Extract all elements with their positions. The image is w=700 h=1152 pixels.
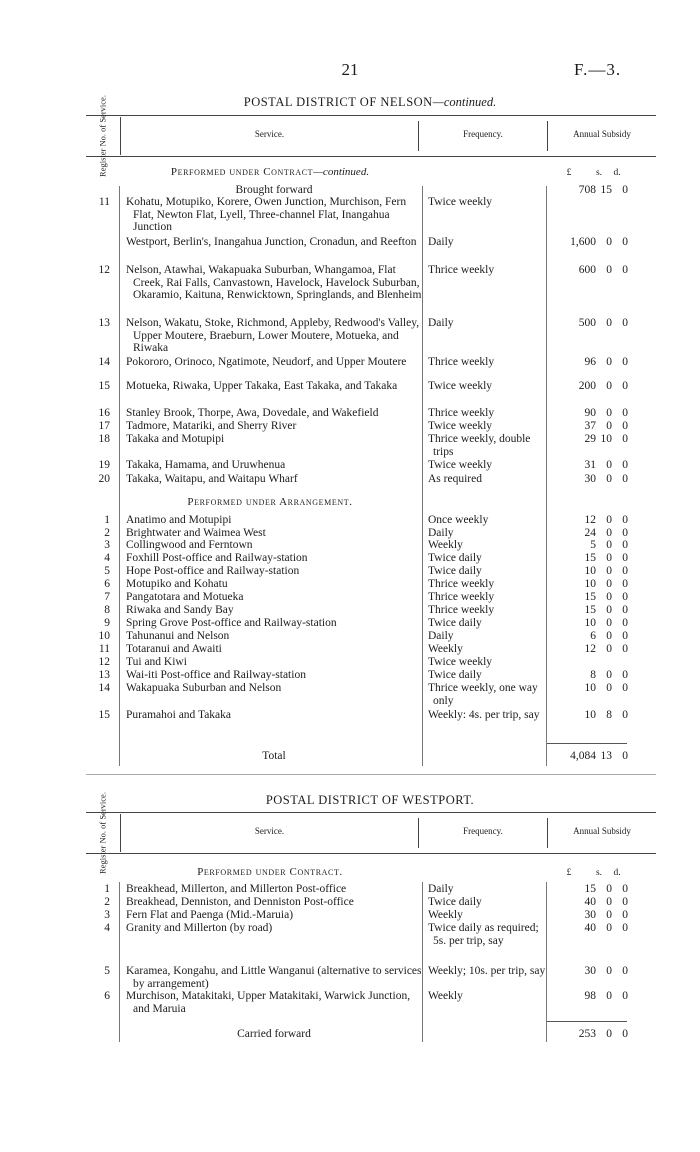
contract-register-number: 20 bbox=[98, 473, 110, 485]
westport-contract-heading: Performed under Contract. bbox=[197, 866, 343, 878]
contract-register-number: 15 bbox=[98, 380, 110, 392]
westport-service: Fern Flat and Paenga (Mid.-Maruia) bbox=[126, 909, 294, 921]
arrangement-frequency: Thrice weekly bbox=[428, 591, 495, 603]
contract-service: Kohatu, Motupiko, Korere, Owen Junction, Murchison, Fern Flat, Newton Flat, Lyell, Three-channel Flat, Inangahua Junction bbox=[126, 196, 407, 233]
nelson-district-title bbox=[100, 95, 640, 110]
arrangement-frequency: Weekly bbox=[428, 643, 463, 655]
westport-frequency: Weekly; 10s. per trip, say bbox=[428, 965, 546, 977]
subsidy-column-header: Annual Subsidy bbox=[573, 826, 631, 836]
nelson-title-main: POSTAL DISTRICT OF NELSON bbox=[243, 95, 433, 109]
contract-service: Brought forward bbox=[235, 184, 313, 196]
subsidy-column-header: Annual Subsidy bbox=[573, 129, 631, 139]
arrangement-frequency: Twice daily bbox=[428, 565, 482, 577]
arrangement-service: Pangatotara and Motueka bbox=[126, 591, 244, 603]
frequency-column-header: Frequency. bbox=[463, 129, 503, 139]
arrangement-service: Anatimo and Motupipi bbox=[126, 514, 232, 526]
contract-service: Nelson, Atawhai, Wakapuaka Suburban, Whangamoa, Flat Creek, Rai Falls, Canvastown, Havelock, Havelock Suburban, Okaramio, Kaituna, Renwicktown, Springlands, and Blenheim bbox=[126, 264, 422, 301]
westport-frequency: Weekly bbox=[428, 990, 463, 1002]
westport-district-title: POSTAL DISTRICT OF WESTPORT. bbox=[265, 793, 475, 807]
arrangement-service: Tui and Kiwi bbox=[126, 656, 187, 668]
contract-service: Takaka and Motupipi bbox=[126, 433, 225, 445]
document-reference: F.—3. bbox=[574, 60, 622, 79]
arrangement-frequency: Twice daily bbox=[428, 617, 482, 629]
arrangement-register-number: 12 bbox=[98, 656, 110, 668]
westport-service: Breakhead, Denniston, and Denniston Post-office bbox=[126, 896, 354, 908]
document-page: 21 F.—3. POSTAL DISTRICT OF NELSON—continued. Register No. of Service. Service. Frequency. Annual Subsidy Performed under Contract—continued. £ s. d. Brought forward 708 15 0 11 Kohatu, Motupiko, Korere, Owen Junction, Murchison, Fern Flat, Newton Flat, Lyell, Three-channel Flat, Inangahua Junction Twice weekly Westport, Berlin's, Inangahua Junction, Cronadun, and Reefton Daily 1,600 0 0 12 Nelson, Atawhai, Wakapuaka Suburban, Whangamoa, Flat Creek, Rai Falls, Canvastown, Havelock, Havelock Suburban, Okaramio, Kaituna, Renwicktown, Springlands, and Blenheim Thrice weekly 600 0 0 13 Nelson, Wakatu, Stoke, Richmond, Appleby, Redwood's Valley, Upper Moutere, Braeburn, Lower Moutere, Motueka, and Riwaka Daily 500 0 0 14 Pokororo, Orinoco, Ngatimote, Neudorf, and Upper Moutere Thrice weekly 96 0 0 15 Motueka, Riwaka, Upper Takaka, East Takaka, and Takaka Twice weekly 200 0 0 16 Stanley Brook, Thorpe, Awa, Dovedale, and Wakefield Thrice weekly 90 0 0 17 Tadmore, Matariki, and Sherry River Twice weekly 37 0 0 18 Takaka and Motupipi Thrice weekly, double trips 29 10 0 19 Takaka, Hamama, and Uruwhenua Twice weekly 31 0 0 20 Takaka, Waitapu, and Waitapu Wharf As required 30 0 0 Performed under Arrangement. 1 Anatimo and Motupipi Once weekly 12 0 0 2 Brightwater and Waimea West Daily 24 0 0 3 Collingwood and Ferntown Weekly 5 0 0 4 Foxhill Post-office and Railway-station Twice daily 15 0 0 5 Hope Post-office and Railway-station Twice daily 10 0 0 6 Motupiko and Kohatu Thrice weekly 10 0 0 7 Pangatotara and Motueka Thrice weekly 15 0 0 8 Riwaka and Sandy Bay Thrice weekly 15 0 0 9 Spring Grove Post-office and Railway-station Twice daily 10 0 0 10 Tahunanui and Nelson Daily 6 0 0 11 Totaranui and Awaiti Weekly 12 0 0 12 Tui and Kiwi Twice weekly 13 Wai-iti Post-office and Railway-station Twice daily 8 0 0 14 Wakapuaka Suburban and Nelson Thrice weekly, one way only 10 0 0 15 Puramahoi and Takaka Weekly: 4s. per trip, say 10 8 0 Total 4,084 13 0 POSTAL DISTRICT OF WESTPORT. Register No. of Service. Service. Frequency. Annual Subsidy Performed under Contract. £ s. d. 1 Breakhead, Millerton, and Millerton Post-office Daily 15 0 0 2 Breakhead, Denniston, and Denniston Post-office Twice daily 40 0 0 3 Fern Flat and Paenga (Mid.-Maruia) Weekly 30 0 0 4 Granity and Millerton (by road) Twice daily as required; 5s. per trip, say 40 0 0 5 Karamea, Kongahu, and Little Wanganui (alternative to services by arrangement) Weekly; 10s. per trip, say 30 0 0 6 Murchison, Matakitaki, Upper Matakitaki, Warwick Junction, and Maruia Weekly 98 0 0 Carried forward 253 0 0 bbox=[0, 0, 700, 1152]
arrangement-service: Wai-iti Post-office and Railway-station bbox=[126, 669, 306, 681]
contract-frequency: Twice weekly bbox=[428, 380, 493, 392]
arrangement-frequency: Daily bbox=[428, 527, 454, 539]
westport-register-number: 2 bbox=[104, 896, 110, 908]
contract-frequency: Daily bbox=[428, 236, 454, 248]
contract-register-number: 14 bbox=[98, 356, 110, 368]
westport-frequency: Twice daily as required; 5s. per trip, say bbox=[428, 922, 539, 947]
arrangement-frequency: Twice daily bbox=[428, 552, 482, 564]
service-column-header: Service. bbox=[254, 826, 285, 836]
contract-frequency: Thrice weekly, double trips bbox=[428, 433, 531, 458]
contract-frequency: Thrice weekly bbox=[428, 264, 495, 276]
register-column-header: Register No. of Service. bbox=[86, 117, 121, 155]
arrangement-service: Motupiko and Kohatu bbox=[126, 578, 228, 590]
arrangement-service: Puramahoi and Takaka bbox=[126, 709, 232, 721]
nelson-title-continued: —continued. bbox=[432, 95, 497, 109]
contract-service: Nelson, Wakatu, Stoke, Richmond, Appleby, Redwood's Valley, Upper Moutere, Braeburn, Lower Moutere, Motueka, and Riwaka bbox=[126, 317, 420, 354]
westport-register-number: 6 bbox=[104, 990, 110, 1002]
westport-service: Breakhead, Millerton, and Millerton Post-office bbox=[126, 883, 347, 895]
contract-register-number: 17 bbox=[98, 420, 110, 432]
westport-service: Murchison, Matakitaki, Upper Matakitaki, Warwick Junction, and Maruia bbox=[126, 990, 411, 1015]
contract-frequency: Thrice weekly bbox=[428, 356, 495, 368]
arrangement-register-number: 1 bbox=[104, 514, 110, 526]
contract-register-number: 19 bbox=[98, 459, 110, 471]
arrangement-service: Brightwater and Waimea West bbox=[126, 527, 266, 539]
arrangement-frequency: Thrice weekly bbox=[428, 604, 495, 616]
arrangement-frequency: Weekly: 4s. per trip, say bbox=[428, 709, 540, 721]
westport-service: Karamea, Kongahu, and Little Wanganui (alternative to services by arrangement) bbox=[126, 965, 422, 990]
contract-frequency: Twice weekly bbox=[428, 196, 493, 208]
arrangement-register-number: 10 bbox=[98, 630, 110, 642]
arrangement-frequency: Daily bbox=[428, 630, 454, 642]
contract-frequency: Twice weekly bbox=[428, 420, 493, 432]
contract-frequency: Daily bbox=[428, 317, 454, 329]
arrangement-frequency: Twice weekly bbox=[428, 656, 493, 668]
carried-forward-label: Carried forward bbox=[237, 1028, 311, 1040]
arrangement-frequency: Twice daily bbox=[428, 669, 482, 681]
total-label: Total bbox=[262, 750, 286, 762]
westport-register-number: 5 bbox=[104, 965, 110, 977]
arrangement-register-number: 13 bbox=[98, 669, 110, 681]
arrangement-register-number: 2 bbox=[104, 527, 110, 539]
arrangement-frequency: Weekly bbox=[428, 539, 463, 551]
westport-frequency: Weekly bbox=[428, 909, 463, 921]
contract-service: Westport, Berlin's, Inangahua Junction, Cronadun, and Reefton bbox=[126, 236, 417, 248]
contract-register-number: 16 bbox=[98, 407, 110, 419]
arrangement-frequency: Once weekly bbox=[428, 514, 489, 526]
contract-frequency: As required bbox=[428, 473, 482, 485]
nelson-arrangement-heading: Performed under Arrangement. bbox=[187, 496, 353, 508]
arrangement-register-number: 7 bbox=[104, 591, 110, 603]
arrangement-register-number: 11 bbox=[98, 643, 110, 655]
arrangement-register-number: 8 bbox=[104, 604, 110, 616]
contract-service: Motueka, Riwaka, Upper Takaka, East Takaka, and Takaka bbox=[126, 380, 398, 392]
arrangement-service: Collingwood and Ferntown bbox=[126, 539, 253, 551]
frequency-column-header: Frequency. bbox=[463, 826, 503, 836]
contract-service: Takaka, Hamama, and Uruwhenua bbox=[126, 459, 286, 471]
register-column-header: Register No. of Service. bbox=[86, 814, 121, 852]
arrangement-service: Spring Grove Post-office and Railway-station bbox=[126, 617, 337, 629]
service-column-header: Service. bbox=[254, 129, 285, 139]
contract-register-number: 13 bbox=[98, 317, 110, 329]
westport-register-number: 1 bbox=[104, 883, 110, 895]
arrangement-register-number: 6 bbox=[104, 578, 110, 590]
arrangement-service: Foxhill Post-office and Railway-station bbox=[126, 552, 308, 564]
contract-register-number: 12 bbox=[98, 264, 110, 276]
arrangement-service: Wakapuaka Suburban and Nelson bbox=[126, 682, 282, 694]
arrangement-service: Hope Post-office and Railway-station bbox=[126, 565, 300, 577]
arrangement-register-number: 3 bbox=[104, 539, 110, 551]
arrangement-service: Totaranui and Awaiti bbox=[126, 643, 222, 655]
contract-frequency: Thrice weekly bbox=[428, 407, 495, 419]
arrangement-register-number: 4 bbox=[104, 552, 110, 564]
arrangement-service: Tahunanui and Nelson bbox=[126, 630, 230, 642]
westport-register-number: 3 bbox=[104, 909, 110, 921]
contract-service: Pokororo, Orinoco, Ngatimote, Neudorf, and Upper Moutere bbox=[126, 356, 407, 368]
westport-service: Granity and Millerton (by road) bbox=[126, 922, 273, 934]
westport-frequency: Daily bbox=[428, 883, 454, 895]
contract-register-number: 18 bbox=[98, 433, 110, 445]
arrangement-register-number: 5 bbox=[104, 565, 110, 577]
contract-frequency: Twice weekly bbox=[428, 459, 493, 471]
westport-frequency: Twice daily bbox=[428, 896, 482, 908]
arrangement-frequency: Thrice weekly, one way only bbox=[428, 682, 538, 707]
contract-register-number: 11 bbox=[98, 196, 110, 208]
westport-register-number: 4 bbox=[104, 922, 110, 934]
contract-service: Tadmore, Matariki, and Sherry River bbox=[126, 420, 297, 432]
arrangement-service: Riwaka and Sandy Bay bbox=[126, 604, 234, 616]
contract-service: Stanley Brook, Thorpe, Awa, Dovedale, and Wakefield bbox=[126, 407, 379, 419]
arrangement-frequency: Thrice weekly bbox=[428, 578, 495, 590]
page-number: 21 bbox=[341, 60, 359, 79]
arrangement-register-number: 9 bbox=[104, 617, 110, 629]
nelson-contract-heading: Performed under Contract—continued. bbox=[170, 166, 370, 178]
contract-service: Takaka, Waitapu, and Waitapu Wharf bbox=[126, 473, 298, 485]
arrangement-register-number: 14 bbox=[98, 682, 110, 694]
arrangement-register-number: 15 bbox=[98, 709, 110, 721]
